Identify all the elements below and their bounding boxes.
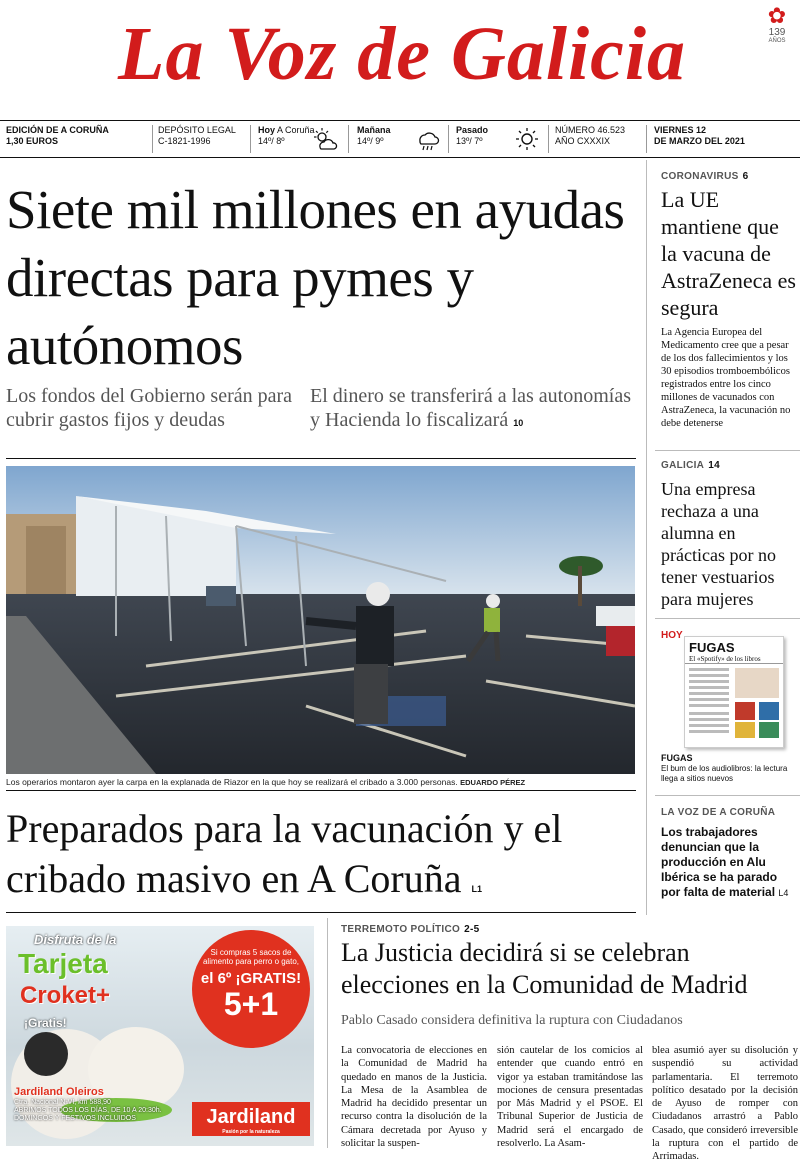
rule — [6, 912, 636, 913]
supplement-title: FUGAS — [689, 640, 735, 655]
weather-tomorrow — [357, 125, 391, 147]
rule — [655, 795, 800, 796]
store-name: Jardiland Oleiros — [14, 1086, 104, 1098]
fugas-label: FUGAS — [661, 753, 693, 763]
sun-icon — [514, 126, 540, 152]
supplement-preview-image — [685, 664, 785, 744]
rule — [6, 458, 636, 459]
lead-subhead-left: Los fondos del Gobierno serán para cubrir gastos fijos y deudas — [6, 385, 293, 431]
issue-line2: AÑO CXXXIX — [555, 136, 611, 146]
date-line2: DE MARZO DEL 2021 — [654, 136, 745, 146]
edition-info — [6, 125, 109, 147]
caption-text: Los operarios montaron ayer la carpa en la explanada de Riazor en la que hoy se realizará el cribado a 3.000 personas. — [6, 777, 458, 787]
store-hours: ABRIMOS TODOS LOS DÍAS, DE 10 A 20:30h. DOMINGOS Y FESTIVOS INCLUIDOS — [14, 1107, 162, 1122]
second-headline-text: Preparados para la vacunación y el cribado masivo en A Coruña — [6, 806, 563, 901]
coronavirus-headline[interactable]: La UE mantiene que la vacuna de AstraZeneca es segura — [661, 187, 796, 320]
today-label: Hoy — [258, 125, 276, 135]
hoy-label: HOY — [661, 630, 683, 641]
madrid-body-col1: La convocatoria de elecciones en la Comunidad de Madrid ha quedado en manos de la Justicia. La Mesa de la Asamblea de Madrid ha decidido presentar un recurso contra la disolución de la Cámara decretada por Ayuso y solicitar la suspen- — [341, 1045, 487, 1150]
rule — [655, 450, 800, 451]
fugas-text: El bum de los audiolibros: la lectura llega a sitios nuevos — [661, 764, 788, 783]
tomorrow-label: Mañana — [357, 125, 391, 135]
coruna-headline-text: Los trabajadores denuncian que la producción en Alu Ibérica se ha parado por falta de material — [661, 825, 778, 899]
divider — [448, 125, 449, 153]
section-la-voz-de-a-coruna: LA VOZ DE A CORUÑA — [661, 807, 776, 818]
masthead — [0, 0, 800, 118]
divider — [348, 125, 349, 153]
promo-text: Si compras 5 sacos de alimento para perro o gato, — [202, 948, 300, 966]
ad-brand-logo — [192, 1102, 310, 1136]
section-terremoto-politico — [341, 924, 479, 935]
column-divider — [646, 160, 647, 915]
sun-cloud-icon — [312, 126, 338, 152]
section-coronavirus — [661, 171, 748, 182]
legal-deposit — [158, 125, 236, 147]
brand-tagline: Pasión por la naturaleza — [222, 1129, 280, 1135]
issue-line1: NÚMERO 46.523 — [555, 125, 626, 135]
today-temps: 14º/ 8º — [258, 136, 285, 146]
ad-line4: ¡Gratis! — [24, 1016, 67, 1030]
promo-big: 5+1 — [223, 986, 279, 1022]
section-page: 2-5 — [464, 924, 480, 935]
tomorrow-temps: 14º/ 9º — [357, 136, 384, 146]
date-line1: VIERNES 12 — [654, 125, 707, 135]
store-address: Ctra. Nacional N-VI, km 588,90 — [14, 1099, 111, 1106]
supplement-headline: El «Spotify» de los libros — [685, 655, 783, 664]
rain-cloud-icon — [414, 126, 440, 152]
section-galicia — [661, 460, 720, 471]
after-temps: 13º/ 7º — [456, 136, 483, 146]
edition-name: EDICIÓN DE A CORUÑA — [6, 125, 109, 135]
divider — [548, 125, 549, 153]
second-headline[interactable] — [6, 804, 636, 914]
advertisement[interactable] — [6, 926, 314, 1146]
supplement-thumbnail[interactable] — [684, 636, 784, 748]
ad-promo-badge — [192, 930, 310, 1048]
photo-credit: EDUARDO PÉREZ — [460, 778, 526, 787]
section-label: TERREMOTO POLÍTICO — [341, 924, 461, 935]
divider — [250, 125, 251, 153]
ad-line2: Tarjeta — [18, 948, 108, 979]
ad-line3: Croket+ — [20, 982, 111, 1009]
ad-store-info — [14, 1086, 184, 1123]
legal-label: DEPÓSITO LEGAL — [158, 125, 236, 135]
section-label: GALICIA — [661, 460, 705, 471]
section-page: 6 — [742, 171, 749, 182]
legal-number: C-1821-1996 — [158, 136, 211, 146]
anniversary-label: AÑOS — [768, 38, 786, 44]
madrid-headline[interactable]: La Justicia decidirá si se celebran elecciones en la Comunidad de Madrid — [341, 938, 748, 999]
lead-photo — [6, 466, 635, 774]
coronavirus-body: La Agencia Europea del Medicamento cree que a pesar de los dos fallecimientos y los 30 episodios tromboembólicos registrados entre los cinco millones de vacunados con AstraZeneca, la vacunación no debe detenerse — [661, 327, 791, 429]
brand-name: Jardiland — [206, 1106, 296, 1128]
edition-price: 1,30 EUROS — [6, 136, 59, 146]
madrid-subhead: Pablo Casado considera definitiva la ruptura con Ciudadanos — [341, 1013, 683, 1028]
coruna-page-ref: L4 — [778, 888, 789, 898]
divider — [152, 125, 153, 153]
lead-subhead-right — [310, 384, 640, 435]
issue-date — [654, 125, 745, 147]
weather-after — [456, 125, 488, 147]
lead-page-ref: 10 — [513, 418, 524, 428]
edition-infobar — [0, 120, 800, 158]
anniversary-number: 139 — [768, 27, 786, 38]
lead-headline[interactable]: Siete mil millones en ayudas directas para pymes y autónomos — [6, 179, 625, 376]
madrid-body-col3: blea asumió ayer su disolución y suspendió su actividad parlamentaria. El terremoto político desatado por la decisión de Ayuso de romper con Ciudadanos arrastró a Pablo Casado, que consideró irreversible la ruptura con el partido de Arrimadas. — [652, 1045, 798, 1163]
lead-subhead-right-text: El dinero se transferirá a las autonomías y Hacienda lo fiscalizará — [310, 385, 631, 431]
emblem-icon: ✿ — [767, 4, 787, 29]
section-page: 14 — [708, 460, 720, 471]
coruna-headline[interactable] — [661, 825, 799, 901]
weather-today — [258, 125, 315, 147]
anniversary-badge — [762, 6, 792, 44]
section-label: CORONAVIRUS — [661, 171, 739, 182]
ad-line1: Disfruta de la — [34, 932, 117, 947]
issue-number — [555, 125, 625, 147]
rule — [6, 790, 636, 791]
today-place: A Coruña — [277, 125, 315, 135]
newspaper-logo: La Voz de Galicia — [118, 12, 686, 96]
after-label: Pasado — [456, 125, 489, 135]
rule — [655, 618, 800, 619]
second-page-ref: L1 — [471, 884, 482, 894]
promo-line: el 6º ¡GRATIS! — [200, 970, 302, 987]
photo-caption — [6, 776, 635, 789]
madrid-body-col2: sión cautelar de los comicios al entender que cuando entró en vigor ya estaban tramitándose las mociones de censura presentadas por Más Madrid y el PSOE. El Tribunal Superior de Justicia de Madrid será el encargado de resolverlo. La Asam- — [497, 1045, 643, 1150]
galicia-headline[interactable]: Una empresa rechaza a una alumna en prácticas por no tener vestuarios para mujeres — [661, 479, 776, 609]
column-divider — [327, 918, 328, 1148]
ad-pets-image — [6, 1014, 196, 1146]
divider — [646, 125, 647, 153]
